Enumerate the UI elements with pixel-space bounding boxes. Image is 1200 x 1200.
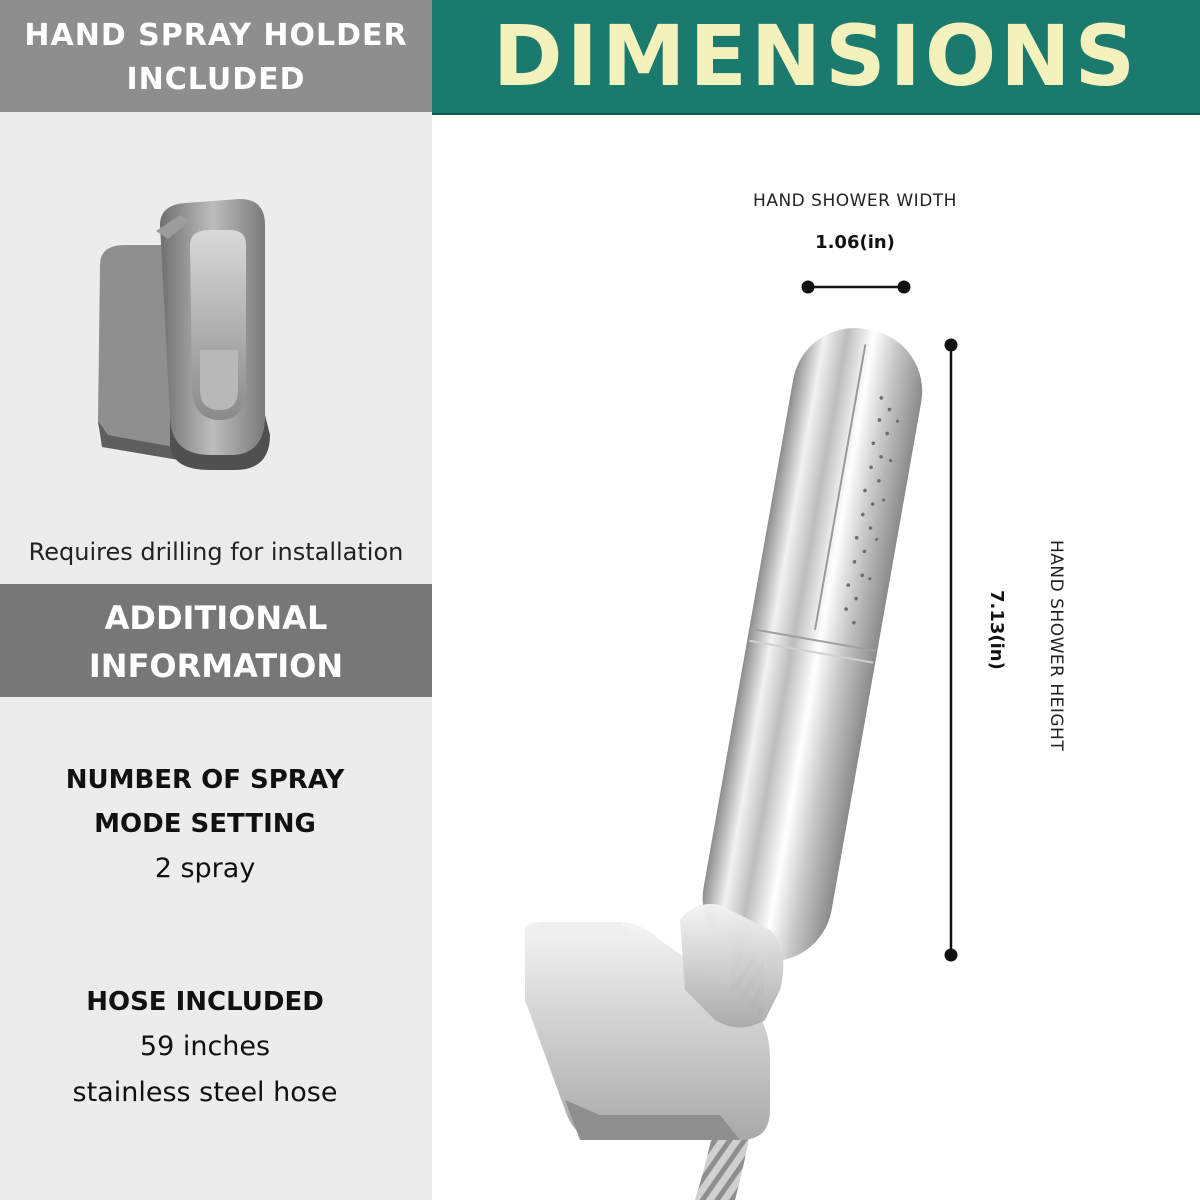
holder-banner [0, 0, 432, 112]
dimensions-header [432, 0, 1200, 113]
hose-value-line2: stainless steel hose [72, 1077, 338, 1108]
left-panel [0, 0, 432, 1200]
height-value: 7.13(in) [986, 590, 1007, 670]
additional-banner-line1: ADDITIONAL [104, 599, 328, 637]
holder-banner-line1: HAND SPRAY HOLDER [24, 18, 408, 53]
hose-value-line1: 59 inches [139, 1031, 271, 1062]
spray-mode-info [0, 758, 410, 892]
width-label: HAND SHOWER WIDTH [753, 191, 957, 211]
spray-value: 2 spray [154, 853, 256, 884]
holder-image [60, 185, 320, 485]
hose-info [0, 980, 410, 1116]
spray-heading-line1: NUMBER OF SPRAY [65, 765, 345, 795]
header-divider [432, 113, 1200, 115]
hand-shower-image [480, 300, 1040, 1200]
spray-heading-line2: MODE SETTING [94, 809, 316, 839]
width-dimension-line [796, 276, 916, 298]
width-value: 1.06(in) [815, 232, 895, 253]
dimensions-title: DIMENSIONS [492, 7, 1140, 105]
holder-banner-line2: INCLUDED [126, 62, 306, 97]
hose-heading: HOSE INCLUDED [86, 987, 324, 1017]
height-label: HAND SHOWER HEIGHT [1046, 540, 1066, 752]
additional-banner-line2: INFORMATION [88, 647, 344, 685]
additional-info-banner [0, 584, 432, 697]
holder-caption: Requires drilling for installation [28, 538, 404, 566]
